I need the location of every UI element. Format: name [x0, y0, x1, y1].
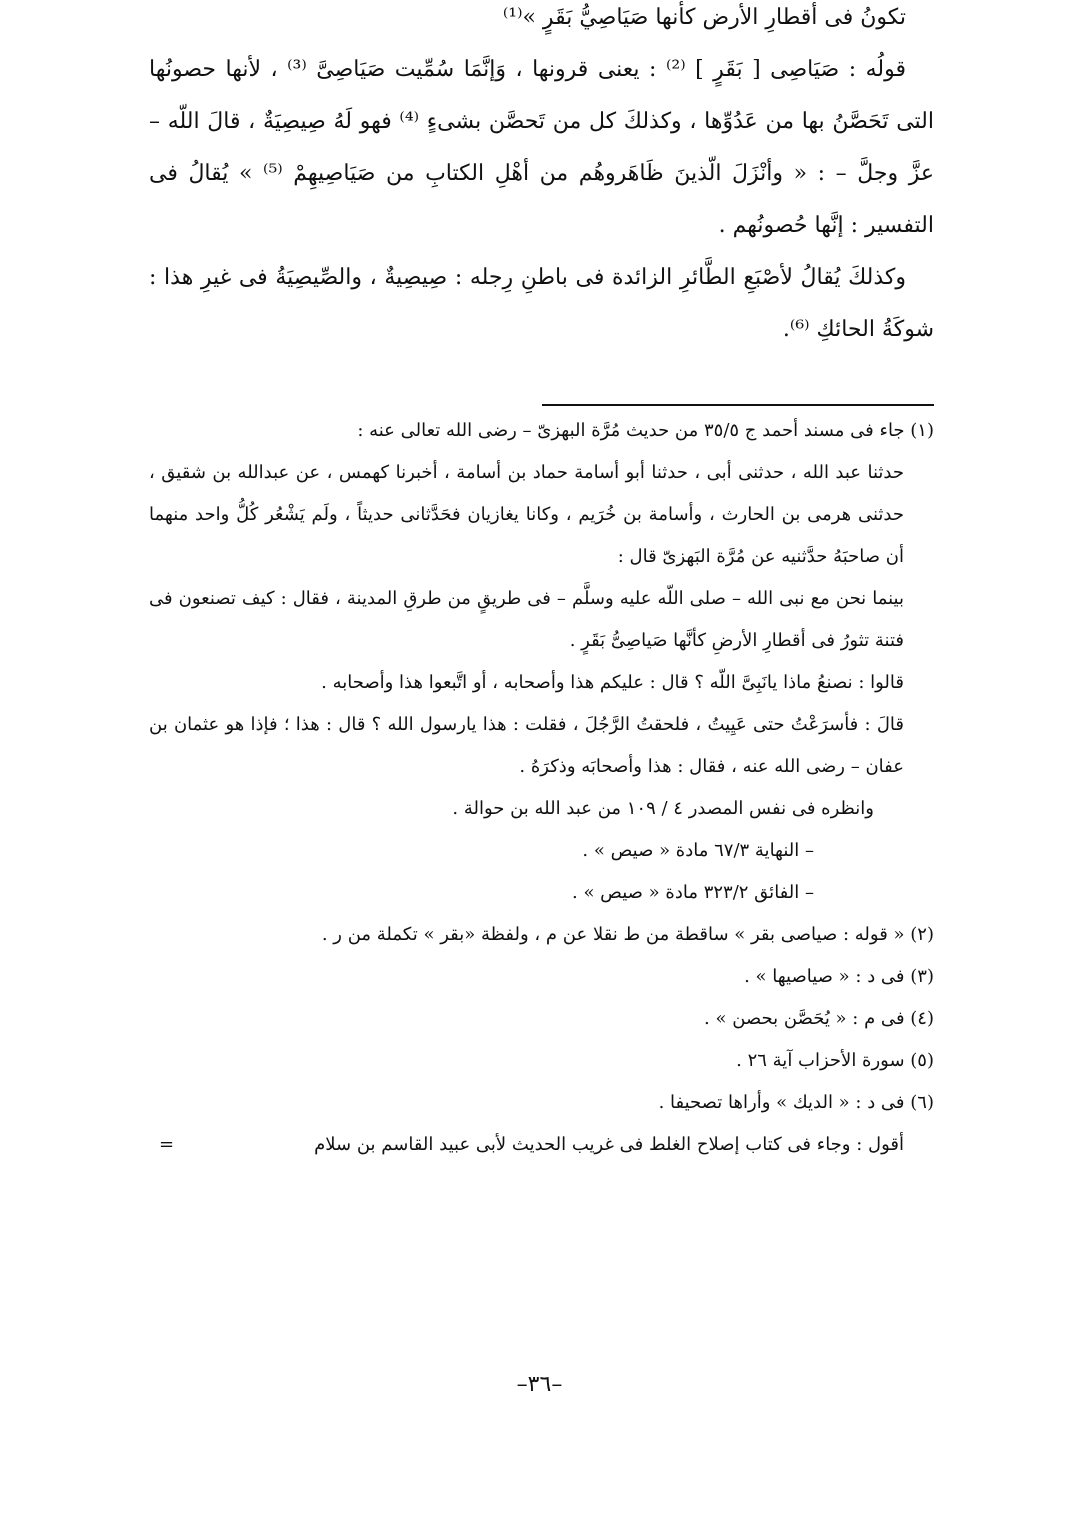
main-paragraph-2: وكذلكَ يُقالُ لأصْبَعِ الطَّائرِ الزائدة فى باطنِ رِجله : صِيصِيةٌ ، والصِّيصِيَةُ فى غيرِ هذا : شوكَةُ الحائكِ ⁽⁶⁾.	[149, 265, 934, 342]
main-line-1: تكونُ فى أقطارِ الأرض كأنها صَيَاصِيُّ بَقَرٍ »⁽¹⁾	[502, 5, 906, 30]
main-paragraph-1: قولُه : صَيَاصِى [ بَقَرٍ ] ⁽²⁾ : يعنى قرونها ، وَإنَّمَا سُمِّيت صَيَاصِىَّ ⁽³⁾ ، لأنها حصونُها التى تَحَصَّنُ بها من عَدُوِّها ، وكذلكَ كل من تَحصَّن بشىءٍ ⁽⁴⁾ فهو لَهُ صِيصِيَةٌ ، قالَ اللّه – عزَّ وجلَّ – : « وأنْزَلَ الّذينَ ظَاهَروهُم من أهْلِ الكتابِ من صَيَاصِيهِمْ ⁽⁵⁾ » يُقالُ فى التفسير : إنَّها حُصونُهم .	[149, 57, 934, 238]
footnote-1-ref-1: – النهاية ٦٧/٣ مادة « صيص » .	[582, 840, 814, 861]
main-text	[149, 0, 934, 356]
footnote-final-text: أقول : وجاء فى كتاب إصلاح الغلط فى غريب الحديث لأبى عبيد القاسم بن سلام	[314, 1134, 904, 1155]
footnote-5: (٥) سورة الأحزاب آية ٢٦ .	[736, 1050, 934, 1071]
footnote-3: (٣) فى د : « صياصيها » .	[744, 966, 934, 987]
footnote-2: (٢) « قوله : صياصى بقر » ساقطة من ط نقلا عن م ، ولفظة «بقر » تكملة من ر .	[321, 924, 934, 945]
footnote-1-body-5: وانظره فى نفس المصدر ٤ / ١٠٩ من عبد الله بن حوالة .	[452, 798, 874, 819]
footnote-1-body-2: بينما نحن مع نبى الله – صلى اللّه عليه وسلَّم – فى طريقٍ من طرقِ المدينة ، فقال : كيف تصنعون فى فتنة تثورُ فى أقطارِ الأرضِ كأنَّها صَياصِىُّ بَقَرٍ .	[149, 588, 904, 651]
footnote-final	[149, 1124, 934, 1166]
footnote-1-body-4: قالَ : فأسرَعْتُ حتى عَيِيتُ ، فلحقتُ الرَّجُلَ ، فقلت : هذا يارسول الله ؟ قال : هذا ؛ فإذا هو عثمان بن عفان – رضى الله عنه ، فقال : هذا وأصحابَه وذكرَهُ .	[149, 714, 904, 777]
footnote-6: (٦) فى د : « الديك » وأراها تصحيفا .	[658, 1092, 934, 1113]
footnote-1-body-1: حدثنا عبد الله ، حدثنى أبى ، حدثنا أبو أسامة حماد بن أسامة ، أخبرنا كهمس ، عن عبدالله بن شقيق ، حدثنى هرمى بن الحارث ، وأسامة بن خُرَيم ، وكانا يغازيان فحَدَّثانى حديثاً ، ولَم يَشْعُر كُلُّ واحد منهما أن صاحبَهُ حدَّثنيه عن مُرَّة البَهزىّ قال :	[149, 462, 904, 567]
footnote-1-head: (١) جاء فى مسند أحمد ج ٣٥/٥ من حديث مُرَّة البهزىّ – رضى الله تعالى عنه :	[357, 420, 934, 441]
footnote-1-ref-2: – الفائق ٣٢٣/٢ مادة « صيص » .	[572, 882, 814, 903]
page-number: –٣٦–	[516, 1372, 563, 1397]
footnote-1-body-3: قالوا : نصنعُ ماذا يانَبِىَّ اللّه ؟ قال : عليكم هذا وأصحابه ، أو اتَّبعوا هذا وأصحابه .	[321, 672, 904, 693]
footnotes	[149, 410, 934, 1166]
continue-mark: =	[159, 1134, 175, 1155]
footnote-divider	[542, 404, 934, 406]
footnote-4: (٤) فى م : « يُحَصَّن بحصن » .	[704, 1008, 934, 1029]
